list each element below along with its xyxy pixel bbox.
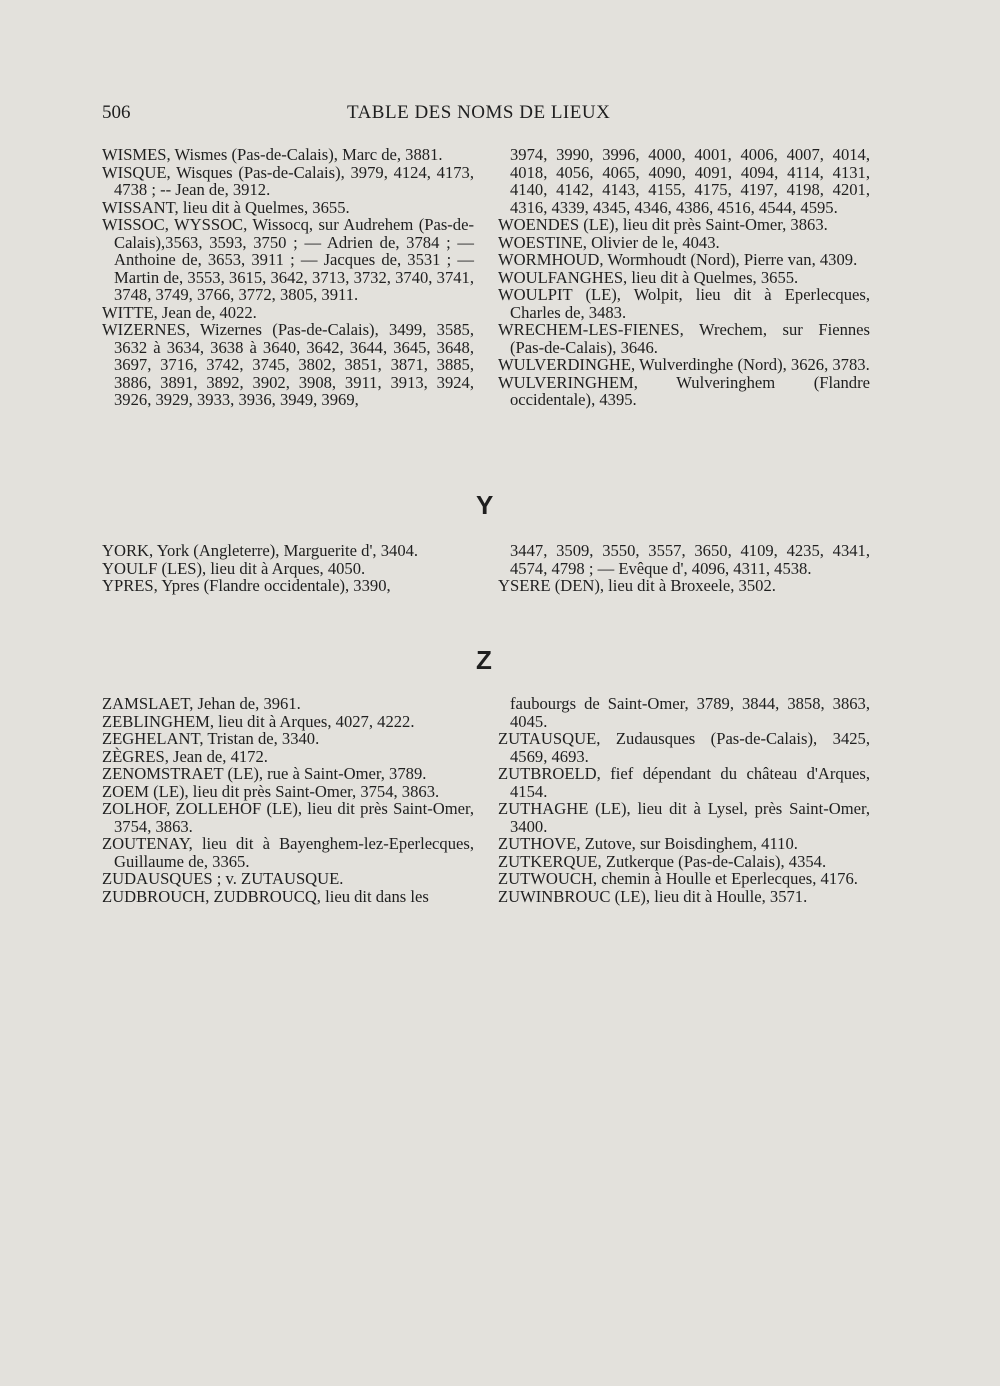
index-entry: YORK, York (Angleterre), Marguerite d', 3404. — [102, 541, 419, 560]
index-entry: ZUTKERQUE, Zutkerque (Pas-de-Calais), 4354. — [498, 851, 827, 871]
index-entry: ZAMSLAET, Jehan de, 3961. — [102, 694, 301, 713]
index-entry: WULVERDINGHE, Wulverdinghe (Nord), 3626, 3783. — [498, 355, 870, 374]
index-entry: WISMES, Wismes (Pas-de-Calais), Marc de, 3881. — [102, 145, 443, 164]
index-entry: WISQUE, Wisques (Pas-de-Calais), 3979, 4124, 4173, 4738 ; -- Jean de, 3912. — [102, 162, 474, 199]
index-entry: WOENDES (LE), lieu dit près Saint-Omer, 3863. — [498, 215, 828, 234]
index-entry: ZUWINBROUC (LE), lieu dit à Houlle, 3571. — [498, 886, 808, 906]
index-entry: 3447, 3509, 3550, 3557, 3650, 4109, 4235, 4341, 4574, 4798 ; — Evêque d', 4096, 4311, 4538. — [510, 541, 870, 578]
index-entry: WOULPIT (LE), Wolpit, lieu dit à Eperlecques, Charles de, 3483. — [498, 285, 870, 322]
index-entry: ZUTHOVE, Zutove, sur Boisdinghem, 4110. — [498, 834, 798, 853]
index-entry: WISSANT, lieu dit à Quelmes, 3655. — [102, 197, 350, 217]
column-right — [498, 695, 870, 905]
index-entry: YPRES, Ypres (Flandre occidentale), 3390, — [102, 576, 391, 595]
running-title: TABLE DES NOMS DE LIEUX — [347, 102, 611, 123]
index-entry: WIZERNES, Wizernes (Pas-de-Calais), 3499, 3585, 3632 à 3634, 3638 à 3640, 3642, 3644, 3645, 3648, 3697, 3716, 3742, 3745, 3802, 3851, 3871, 3885, 3886, 3891, 3892, 3902, 3908, 3911, 3913, 3924, 3926, 3929, 3933, 3936, 3949, 3969, — [102, 320, 474, 409]
column-right — [498, 146, 870, 409]
section-letter-y: Y — [476, 490, 494, 520]
index-entry: ZOUTENAY, lieu dit à Bayenghem-lez-Eperlecques, Guillaume de, 3365. — [102, 834, 474, 871]
index-entry: ZEBLINGHEM, lieu dit à Arques, 4027, 4222. — [102, 711, 415, 731]
index-entry: 3974, 3990, 3996, 4000, 4001, 4006, 4007, 4014, 4018, 4056, 4065, 4090, 4091, 4094, 4114, 4131, 4140, 4142, 4143, 4155, 4175, 4197, 4198, 4201, 4316, 4339, 4345, 4346, 4386, 4516, 4544, 4595. — [510, 145, 870, 217]
section-letter-z: Z — [476, 645, 492, 675]
index-entry: WRECHEM-LES-FIENES, Wrechem, sur Fiennes (Pas-de-Calais), 3646. — [498, 320, 870, 357]
index-entry: ZENOMSTRAET (LE), rue à Saint-Omer, 3789. — [102, 764, 427, 783]
index-entry: WOESTINE, Olivier de le, 4043. — [498, 232, 720, 252]
index-entry: ZUDAUSQUES ; v. ZUTAUSQUE. — [102, 869, 344, 888]
index-entry: WULVERINGHEM, Wulveringhem (Flandre occidentale), 4395. — [498, 372, 870, 409]
column-left — [102, 695, 474, 905]
index-entry: WOULFANGHES, lieu dit à Quelmes, 3655. — [498, 267, 799, 287]
column-left — [102, 542, 474, 595]
index-entry: ZUTAUSQUE, Zudausques (Pas-de-Calais), 3425, 4569, 4693. — [498, 729, 870, 766]
index-entry: ZUTBROELD, fief dépendant du château d'Arques, 4154. — [498, 764, 870, 801]
index-entry: WORMHOUD, Wormhoudt (Nord), Pierre van, 4309. — [498, 250, 858, 269]
column-left — [102, 146, 474, 409]
index-entry: ZOEM (LE), lieu dit près Saint-Omer, 3754, 3863. — [102, 781, 440, 801]
index-entry: ZUTHAGHE (LE), lieu dit à Lysel, près Saint-Omer, 3400. — [498, 799, 870, 836]
index-entry: ZUDBROUCH, ZUDBROUCQ, lieu dit dans les — [102, 886, 429, 906]
column-right — [498, 542, 870, 595]
index-entry: ZUTWOUCH, chemin à Houlle et Eperlecques, 4176. — [498, 869, 858, 888]
index-entry: ZOLHOF, ZOLLEHOF (LE), lieu dit près Saint-Omer, 3754, 3863. — [102, 799, 474, 836]
index-entry: ZÈGRES, Jean de, 4172. — [102, 746, 268, 766]
index-entry: ZEGHELANT, Tristan de, 3340. — [102, 729, 320, 748]
page-number: 506 — [102, 102, 131, 123]
index-entry: YSERE (DEN), lieu dit à Broxeele, 3502. — [498, 576, 776, 595]
index-entry: WITTE, Jean de, 4022. — [102, 302, 257, 322]
index-entry: faubourgs de Saint-Omer, 3789, 3844, 3858, 3863, 4045. — [510, 694, 870, 731]
index-entry: WISSOC, WYSSOC, Wissocq, sur Audrehem (Pas-de-Calais),3563, 3593, 3750 ; — Adrien de, 3784 ; — Anthoine de, 3653, 3911 ; — Jacques de, 3531 ; — Martin de, 3553, 3615, 3642, 3713, 3732, 3740, 3741, 3748, 3749, 3766, 3772, 3805, 3911. — [102, 215, 474, 304]
index-entry: YOULF (LES), lieu dit à Arques, 4050. — [102, 558, 366, 578]
page-header — [102, 100, 872, 130]
